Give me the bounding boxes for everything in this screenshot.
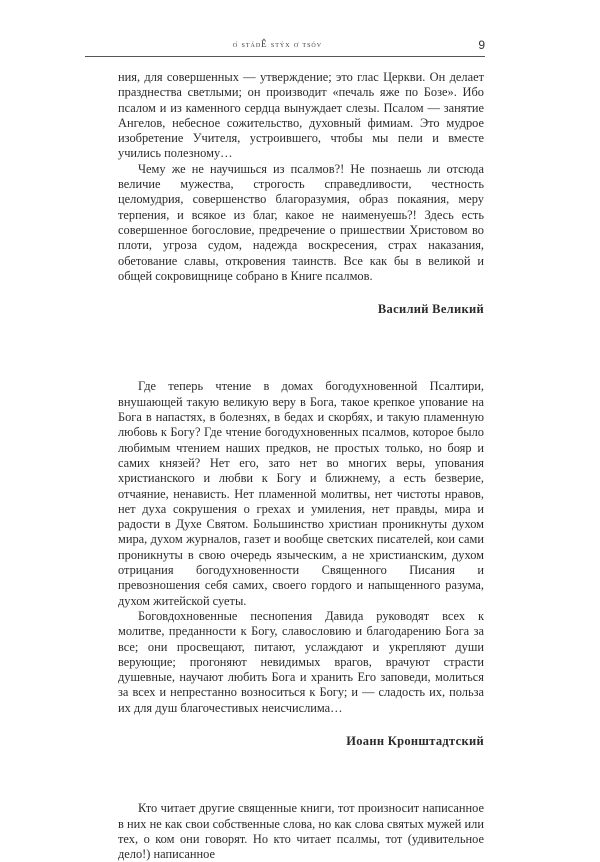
page-body	[118, 70, 484, 862]
quote-author: Иоанн Кронштадтский	[346, 733, 484, 748]
running-header	[85, 38, 485, 56]
paragraph: Где теперь чтение в домах богодухновенной Псалтири, внушающей такую великую веру в Бога, такое крепкое упование на Бога в напастях, в болезнях, в бедах и скорбях, и такую пламенную любовь к Богу? Где чтение богодухновенных псалмов, которое было любимым чтением наших предков, не простых только, но бояр и самих князей? Нет его, зато нет во многих веры, упования христианского и любви к Богу и ближнему, а есть безверие, отчаяние, ненависть. Нет пламенной молитвы, нет чистоты нравов, нет духа сокрушения о грехах и умиления, нет правды, мира и радости в Духе Святом. Большинство христиан проникнуты духом мира, духом журналов, газет и вообще светских писателей, кои сами проникнуты в свою очередь языческим, а не христианским, духом отрицания богодухновенности Священного Писания и превозношения себя самих, своего гордого и напыщенного разума, духом житейской суеты.	[118, 379, 484, 608]
section-spacer	[118, 749, 484, 801]
section-spacer	[118, 317, 484, 379]
paragraph: Боговдохновенные песнопения Давида руководят всех к молитве, преданности к Богу, славословию и благодарению Бога за все; они просвещают, питают, услаждают и укрепляют души верующие; прогоняют невидимых врагов, врачуют страсти душевные, научают любить Бога и хранить Его заповеди, молиться за всех и непрестанно возноситься к Богу; и — сладость их, польза их для душ благочестивых неисчислима…	[118, 608, 484, 715]
page-number: 9	[478, 38, 485, 52]
header-title: о́ stádÊ stýx o̓ tsóv	[232, 39, 323, 49]
paragraph: Чему же не научишься из псалмов?! Не познаешь ли отсюда величие мужества, строгость справедливости, честность целомудрия, совершенство благоразумия, образ покаяния, меру терпения, и всякое из благ, какое не наименуешь?! Здесь есть совершенное богословие, предречение о пришествии Христовом во плоти, угроза судом, надежда воскресения, страх наказания, обетование славы, откровения таинств. Все как бы в великой и общей сокровищнице собрано в Книге псалмов.	[118, 161, 484, 283]
paragraph: ния, для совершенных — утверждение; это глас Церкви. Он делает празднества светлыми; он производит «печаль яже по Бозе». Ибо псалом и из каменного сердца вынуждает слезы. Псалом — занятие Ангелов, небесное сожительство, духовный фимиам. Это мудрое изобретение Учителя, устроившего, чтобы мы пели и вместе учились полезному…	[118, 70, 484, 161]
paragraph: Кто читает другие священные книги, тот произносит написанное в них не как свои собственные слова, но как слова святых мужей или тех, о ком они говорят. Но кто читает псалмы, тот (удивительное дело!) написанное	[118, 801, 484, 862]
quote-author: Василий Великий	[377, 302, 484, 317]
header-rule	[85, 56, 485, 57]
